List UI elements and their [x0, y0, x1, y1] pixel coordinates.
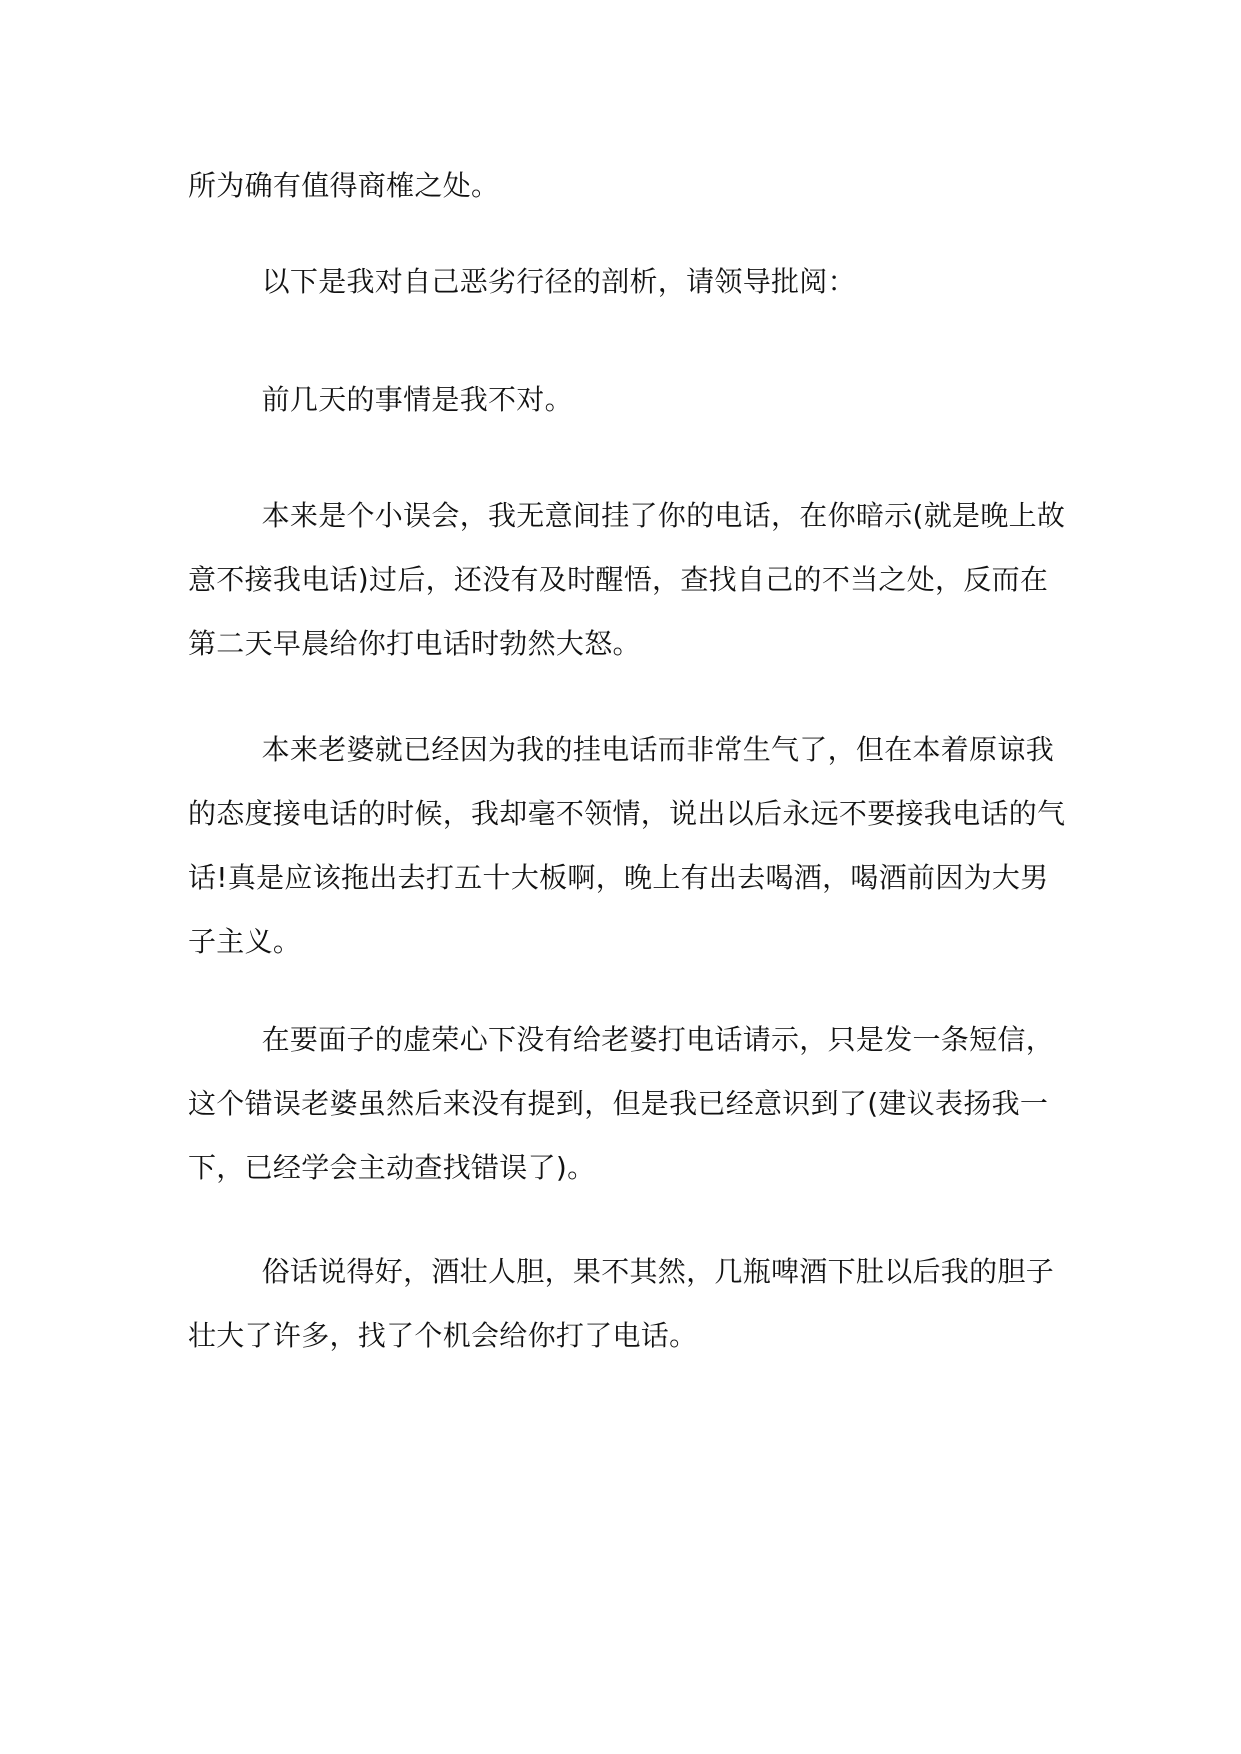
paragraph-5: 本来老婆就已经因为我的挂电话而非常生气了，但在本着原谅我的态度接电话的时候，我却毫不领情，说出以后永远不要接我电话的气话!真是应该拖出去打五十大板啊，晚上有出去喝酒，喝酒前因为大男子主义。	[188, 733, 1066, 958]
paragraph-1: 所为确有值得商榷之处。	[188, 169, 500, 202]
paragraph-6: 在要面子的虚荣心下没有给老婆打电话请示，只是发一条短信，这个错误老婆虽然后来没有提到，但是我已经意识到了(建议表扬我一下，已经学会主动查找错误了)。	[188, 1023, 1055, 1184]
paragraph-2: 以下是我对自己恶劣行径的剖析，请领导批阅：	[188, 265, 856, 298]
paragraph-7: 俗话说得好，酒壮人胆，果不其然，几瓶啤酒下肚以后我的胆子壮大了许多，找了个机会给你打了电话。	[188, 1255, 1055, 1352]
paragraph-3: 前几天的事情是我不对。	[188, 383, 573, 416]
paragraph-4: 本来是个小误会，我无意间挂了你的电话，在你暗示(就是晚上故意不接我电话)过后，还没有及时醒悟，查找自己的不当之处，反而在第二天早晨给你打电话时勃然大怒。	[188, 499, 1066, 660]
